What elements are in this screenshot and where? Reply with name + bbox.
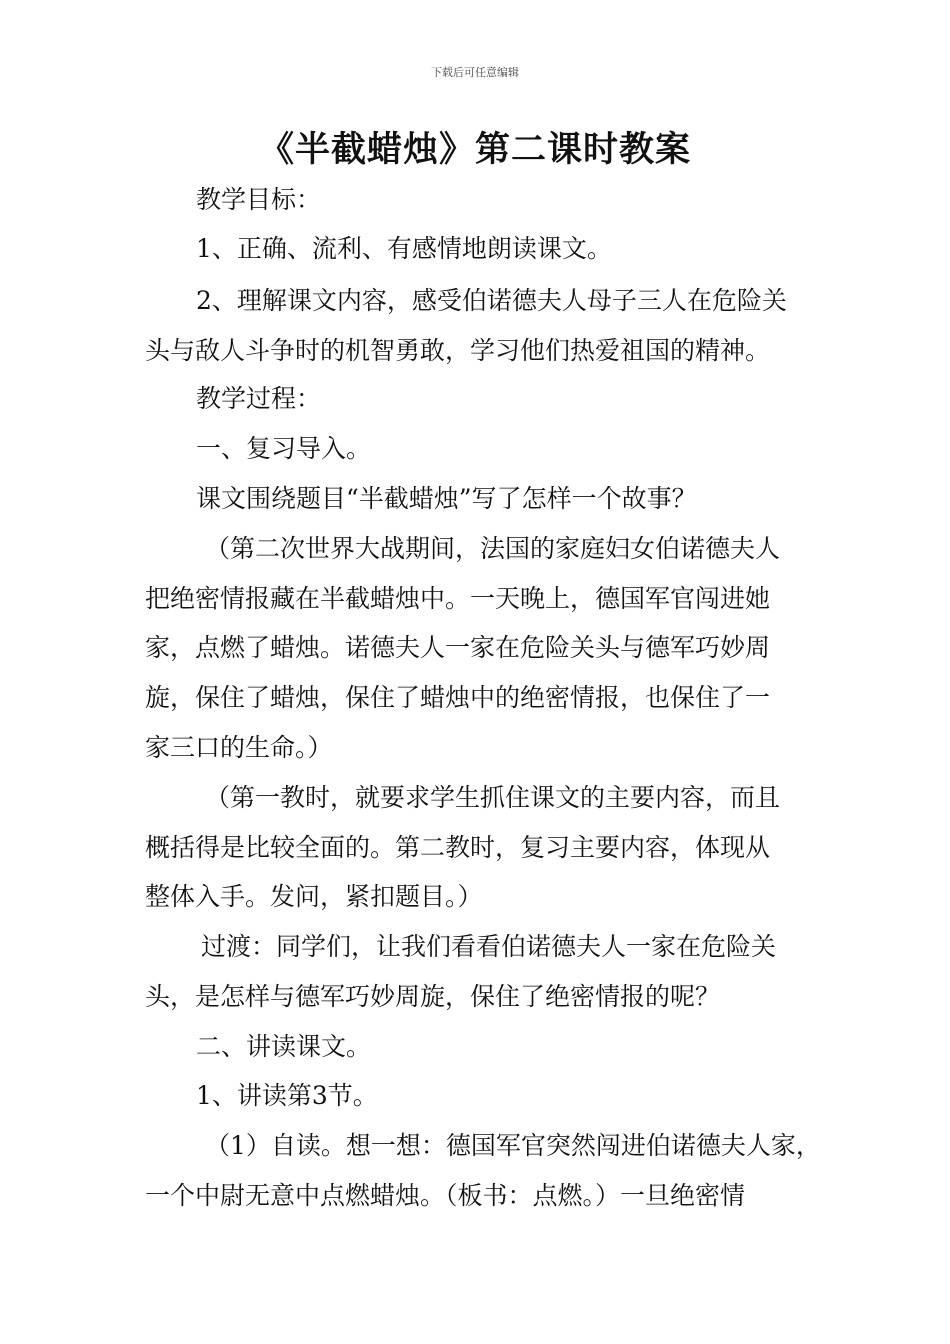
body-line: （1）自读。想一想：德国军官突然闯进伯诺德夫人家， (205, 1131, 821, 1160)
body-line: 1、正确、流利、有感情地朗读课文。 (196, 234, 612, 263)
body-line: 把绝密情报藏在半截蜡烛中。一天晚上，德国军官闯进她 (145, 584, 771, 613)
body-line: 过渡：同学们，让我们看看伯诺德夫人一家在危险关 (201, 932, 777, 961)
header-note: 下载后可任意编辑 (431, 66, 519, 79)
body-line: 概括得是比较全面的。第二教时，复习主要内容，体现从 (145, 833, 771, 862)
body-line: 课文围绕题目“半截蜡烛”写了怎样一个故事？ (196, 484, 697, 513)
body-line: 教学过程： (196, 384, 322, 413)
body-line: 1、讲读第3节。 (196, 1081, 378, 1110)
body-line: 一个中尉无意中点燃蜡烛。（板书：点燃。）一旦绝密情 (145, 1181, 746, 1210)
body-line: 二、讲读课文。 (196, 1032, 372, 1061)
body-line: 头，是怎样与德军巧妙周旋，保住了绝密情报的呢？ (145, 982, 721, 1011)
body-line: 教学目标： (196, 185, 322, 214)
body-line: 2、理解课文内容，感受伯诺德夫人母子三人在危险关 (196, 286, 787, 315)
body-line: （第二次世界大战期间，法国的家庭妇女伯诺德夫人 (205, 534, 781, 563)
body-line: 头与敌人斗争时的机智勇敢，学习他们热爱祖国的精神。 (145, 336, 771, 365)
body-line: 一、复习导入。 (196, 434, 372, 463)
body-line: （第一教时，就要求学生抓住课文的主要内容，而且 (205, 783, 781, 812)
body-line: 家，点燃了蜡烛。诺德夫人一家在危险关头与德军巧妙周 (145, 633, 771, 662)
document-title: 《半截蜡烛》第二课时教案 (258, 130, 691, 170)
body-line: 整体入手。发问，紧扣题目。） (145, 882, 483, 911)
body-line: 旋，保住了蜡烛，保住了蜡烛中的绝密情报，也保住了一 (145, 683, 771, 712)
body-line: 家三口的生命。） (145, 733, 333, 762)
